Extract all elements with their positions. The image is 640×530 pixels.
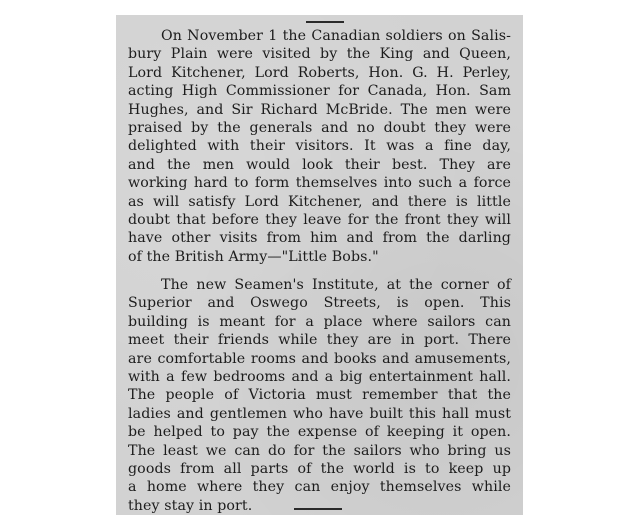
text-line: Hughes, and Sir Richard McBride. The men were <box>128 101 511 118</box>
paragraph-soldiers-visit <box>128 27 511 266</box>
text-line: are comfortable rooms and books and amusements, <box>128 350 511 367</box>
top-divider-rule <box>306 21 344 23</box>
text-line: meet their friends while they are in port. There <box>128 332 511 349</box>
text-line: have other visits from him and from the darling <box>128 230 511 247</box>
text-line: delighted with their visitors. It was a fine day, <box>128 138 511 155</box>
text-line: as will satisfy Lord Kitchener, and there is little <box>128 193 511 210</box>
text-line: a home where they can enjoy themselves while <box>128 479 511 496</box>
text-line: praised by the generals and no doubt they were <box>128 119 511 136</box>
text-line: acting High Commissioner for Canada, Hon. Sam <box>128 83 511 100</box>
newspaper-clipping <box>116 15 523 515</box>
text-line: The new Seamen's Institute, at the corner of <box>161 277 511 294</box>
text-line: be helped to pay the expense of keeping it open. <box>128 424 511 441</box>
text-line: The least we can do for the sailors who bring us <box>128 442 511 459</box>
text-line: On November 1 the Canadian soldiers on Salis- <box>161 28 511 44</box>
text-line: working hard to form themselves into such a force <box>128 175 511 192</box>
text-line: and the men would look their best. They are <box>128 156 511 173</box>
text-line: they stay in port. <box>128 497 253 514</box>
text-line: ladies and gentlemen who have built this hall must <box>128 405 511 422</box>
text-line: The people of Victoria must remember that the <box>128 387 511 404</box>
text-line: of the British Army—"Little Bobs." <box>128 248 379 265</box>
article-column <box>128 27 511 515</box>
bottom-divider-rule <box>294 508 342 510</box>
text-line: bury Plain were visited by the King and Queen, <box>128 46 511 63</box>
text-line: Lord Kitchener, Lord Roberts, Hon. G. H. Perley, <box>128 64 511 81</box>
text-line: goods from all parts of the world is to keep up <box>128 460 511 477</box>
text-line: Superior and Oswego Streets, is open. This <box>128 295 511 312</box>
text-line: with a few bedrooms and a big entertainment hall. <box>128 369 511 386</box>
text-line: doubt that before they leave for the front they will <box>128 211 511 228</box>
text-line: building is meant for a place where sailors can <box>128 313 511 330</box>
paragraph-seamens-institute <box>128 276 511 515</box>
